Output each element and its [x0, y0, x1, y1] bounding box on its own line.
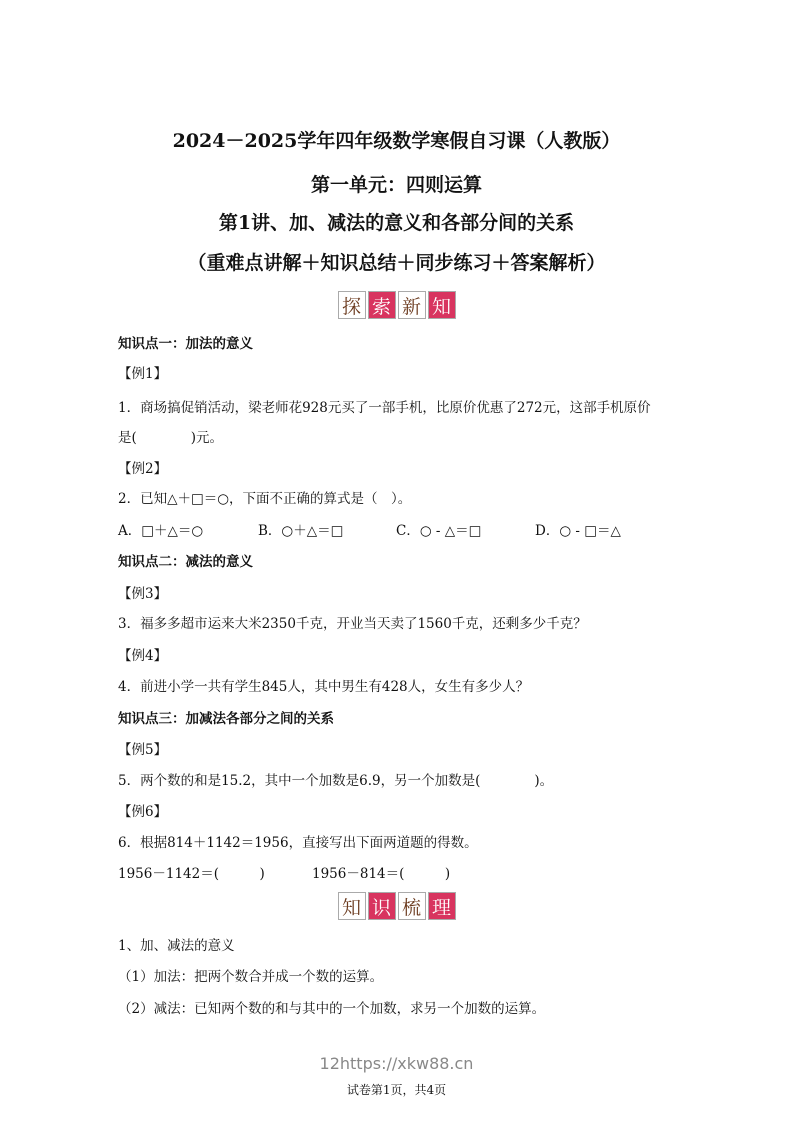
example-label: 【例6】	[118, 804, 168, 820]
doc-title: 2024－2025学年四年级数学寒假自习课（人教版）	[172, 130, 621, 152]
question-6a: 1956－1142＝( )	[118, 866, 265, 882]
option-d: D．○ - □＝△	[535, 523, 621, 539]
question-6: 6．根据814＋1142＝1956，直接写出下面两道题的得数。	[118, 835, 478, 851]
question-1-cont: 是( )元。	[118, 430, 224, 446]
banner-char: 识	[368, 892, 396, 920]
question-4: 4．前进小学一共有学生845人，其中男生有428人，女生有多少人？	[118, 679, 530, 695]
banner-char: 索	[368, 291, 396, 319]
banner-char: 知	[428, 291, 456, 319]
banner-char: 梳	[398, 892, 426, 920]
option-a: A．□＋△＝○	[118, 523, 204, 539]
example-label: 【例5】	[118, 742, 168, 758]
question-1: 1．商场搞促销活动，梁老师花928元买了一部手机，比原价优惠了272元，这部手机原价	[118, 400, 651, 416]
page-footer: 试卷第1页，共4页	[346, 1083, 447, 1097]
example-label: 【例2】	[118, 461, 168, 477]
knowledge-heading: 知识点二：减法的意义	[118, 554, 253, 570]
summary-item: （1）加法：把两个数合并成一个数的运算。	[118, 969, 384, 985]
example-label: 【例3】	[118, 586, 168, 602]
question-2: 2．已知△＋□＝○，下面不正确的算式是（ ）。	[118, 491, 412, 507]
lesson-title: 第1讲、加、减法的意义和各部分间的关系	[218, 212, 575, 234]
example-label: 【例4】	[118, 648, 168, 664]
banner-char: 新	[398, 291, 426, 319]
knowledge-heading: 知识点一：加法的意义	[118, 336, 253, 352]
subtitle: （重难点讲解＋知识总结＋同步练习＋答案解析）	[187, 252, 606, 274]
banner-char: 探	[338, 291, 366, 319]
option-c: C．○ - △＝□	[396, 523, 482, 539]
summary-item: （2）减法：已知两个数的和与其中的一个加数，求另一个加数的运算。	[118, 1001, 546, 1017]
knowledge-heading: 知识点三：加减法各部分之间的关系	[118, 711, 334, 727]
banner-explore	[0, 291, 793, 319]
example-label: 【例1】	[118, 366, 168, 382]
unit-title: 第一单元：四则运算	[310, 174, 482, 196]
question-6b: 1956－814＝( )	[312, 866, 451, 882]
option-b: B．○＋△＝□	[258, 523, 344, 539]
banner-summary	[0, 892, 793, 920]
banner-char: 知	[338, 892, 366, 920]
watermark: 12https://xkw88.cn	[319, 1054, 474, 1073]
question-3: 3．福多多超市运来大米2350千克，开业当天卖了1560千克，还剩多少千克？	[118, 616, 587, 632]
banner-char: 理	[428, 892, 456, 920]
question-5: 5．两个数的和是15.2，其中一个加数是6.9，另一个加数是( )。	[118, 773, 554, 789]
summary-heading: 1、加、减法的意义	[118, 938, 235, 954]
